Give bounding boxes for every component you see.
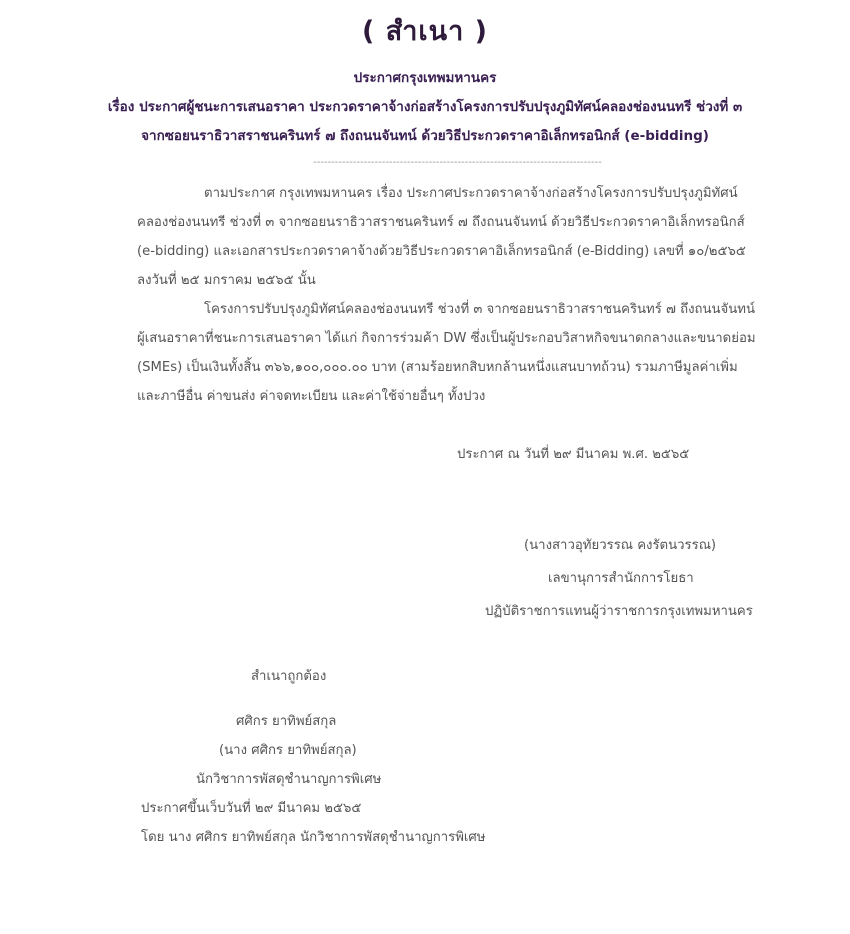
paragraph-2-line-4: และภาษีอื่น ค่าขนส่ง ค่าจดทะเบียน และค่าใช้จ่ายอื่นๆ ทั้งปวง <box>137 389 486 404</box>
organization-heading: ประกาศกรุงเทพมหานคร <box>353 70 497 86</box>
certifier-name: (นาง ศศิกร ยาทิพย์สกุล) <box>219 743 357 758</box>
subject-line-1: เรื่อง ประกาศผู้ชนะการเสนอราคา ประกวดราคาจ้างก่อสร้างโครงการปรับปรุงภูมิทัศน์คลองช่องนนทรี ช่วงที่ ๓ <box>107 99 743 115</box>
paragraph-2-line-3: (SMEs) เป็นเงินทั้งสิ้น ๓๖๖,๑๐๐,๐๐๐.๐๐ บาท (สามร้อยหกสิบหกล้านหนึ่งแสนบาทถ้วน) รวมภาษีมูลค่าเพิ่ม <box>137 360 738 375</box>
paragraph-1-line-1: ตามประกาศ กรุงเทพมหานคร เรื่อง ประกาศประกวดราคาจ้างก่อสร้างโครงการปรับปรุงภูมิทัศน์ <box>204 186 738 201</box>
paragraph-2-line-1: โครงการปรับปรุงภูมิทัศน์คลองช่องนนทรี ช่วงที่ ๓ จากซอยนราธิวาสราชนครินทร์ ๗ ถึงถนนจันทน์ <box>204 302 756 317</box>
divider: -------------------------------------------------------------------------------- <box>313 157 602 168</box>
signatory-position: เลขานุการสำนักการโยธา <box>548 571 694 586</box>
certifier-position: นักวิชาการพัสดุชำนาญการพิเศษ <box>196 772 382 787</box>
subject-line-2: จากซอยนราธิวาสราชนครินทร์ ๗ ถึงถนนจันทน์ ด้วยวิธีประกวดราคาอิเล็กทรอนิกส์ (e-bidding) <box>141 128 709 144</box>
posted-date: ประกาศขึ้นเว็บวันที่ ๒๙ มีนาคม ๒๕๖๕ <box>141 801 362 816</box>
certifier-signature: ศศิกร ยาทิพย์สกุล <box>236 714 337 729</box>
paragraph-2-line-2: ผู้เสนอราคาที่ชนะการเสนอราคา ได้แก่ กิจการร่วมค้า DW ซึ่งเป็นผู้ประกอบวิสาหกิจขนาดกลางและขนาดย่อม <box>137 331 756 346</box>
certified-copy-label: สำเนาถูกต้อง <box>251 669 327 684</box>
posted-by: โดย นาง ศศิกร ยาทิพย์สกุล นักวิชาการพัสดุชำนาญการพิเศษ <box>141 830 486 845</box>
signatory-acting: ปฏิบัติราชการแทนผู้ว่าราชการกรุงเทพมหานคร <box>485 604 753 619</box>
signatory-name: (นางสาวอุทัยวรรณ คงรัตนวรรณ) <box>524 538 717 553</box>
paragraph-1-line-2: คลองช่องนนทรี ช่วงที่ ๓ จากซอยนราธิวาสราชนครินทร์ ๗ ถึงถนนจันทน์ ด้วยวิธีประกวดราคาอิเล็กทรอนิกส์ <box>137 215 745 230</box>
page-title: ( สำเนา ) <box>362 16 488 47</box>
announce-date: ประกาศ ณ วันที่ ๒๙ มีนาคม พ.ศ. ๒๕๖๕ <box>457 447 690 462</box>
paragraph-1-line-3: (e-bidding) และเอกสารประกวดราคาจ้างด้วยวิธีประกวดราคาอิเล็กทรอนิกส์ (e-Bidding) เลขที่ ๑๐/๒๕๖๕ <box>137 244 746 259</box>
paragraph-1-line-4: ลงวันที่ ๒๕ มกราคม ๒๕๖๕ นั้น <box>137 273 316 288</box>
